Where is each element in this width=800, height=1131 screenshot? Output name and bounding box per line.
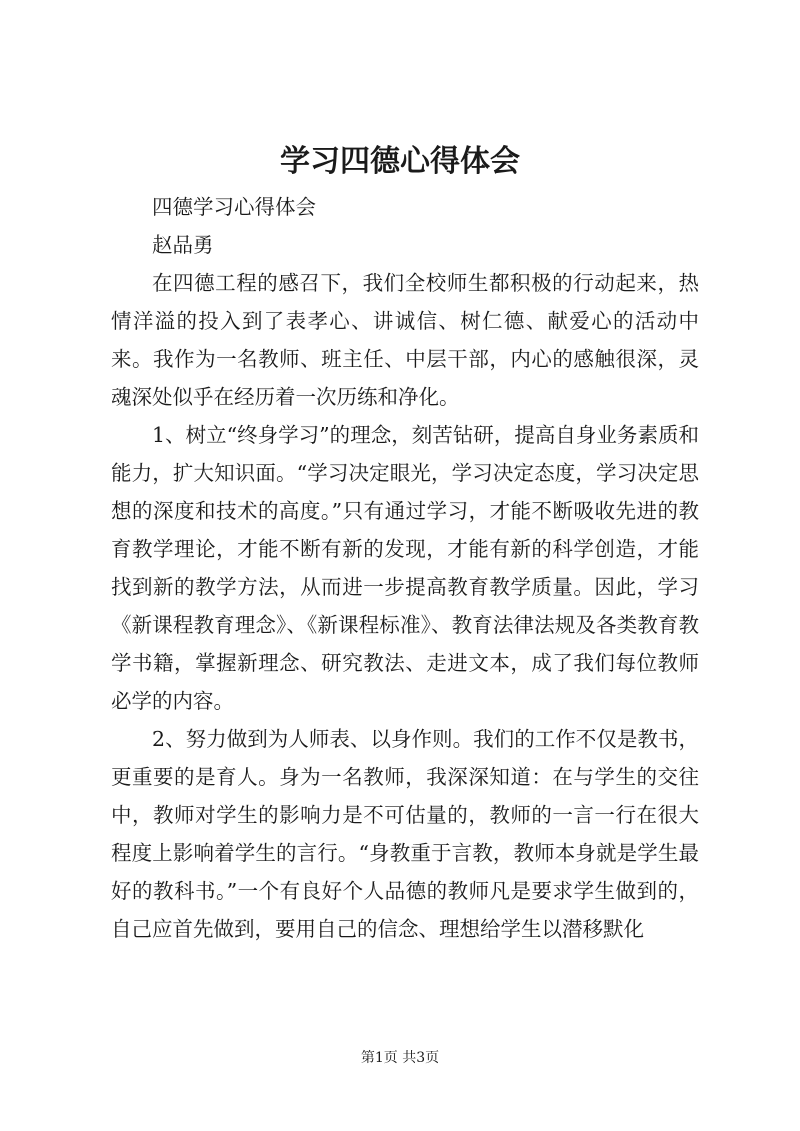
author-paragraph: 赵品勇 (152, 233, 214, 257)
body-paragraph: 2、努力做到为人师表、以身作则。我们的工作不仅是教书，更重要的是育人。身为一名教师，我深深知道：在与学生的交往中，教师对学生的影响力是不可估量的，教师的一言一行在很大程度上影响着学生的言行。“身教重于言教，教师本身就是学生最好的教科书。”一个有良好个人品德的教师凡是要求学生做到的，自己应首先做到，要用自己的信念、理想给学生以潜移默化 (111, 727, 699, 941)
body-paragraph: 在四德工程的感召下，我们全校师生都积极的行动起来，热情洋溢的投入到了表孝心、讲诚信、树仁德、献爱心的活动中来。我作为一名教师、班主任、中层干部，内心的感触很深，灵魂深处似乎在经历着一次历练和净化。 (111, 271, 699, 409)
document-body (111, 188, 699, 948)
document-title: 学习四德心得体会 (280, 144, 520, 179)
body-paragraph: 1、树立“终身学习”的理念，刻苦钻研，提高自身业务素质和能力，扩大知识面。“学习决定眼光，学习决定态度，学习决定思想的深度和技术的高度。”只有通过学习，才能不断吸收先进的教育教学理论，才能不断有新的发现，才能有新的科学创造，才能找到新的教学方法，从而进一步提高教育教学质量。因此，学习《新课程教育理念》、《新课程标准》、教育法律法规及各类教育教学书籍，掌握新理念、研究教法、走进文本，成了我们每位教师必学的内容。 (111, 423, 699, 713)
page-footer: 第1页 共3页 (360, 1050, 440, 1066)
subtitle-paragraph: 四德学习心得体会 (152, 195, 316, 219)
